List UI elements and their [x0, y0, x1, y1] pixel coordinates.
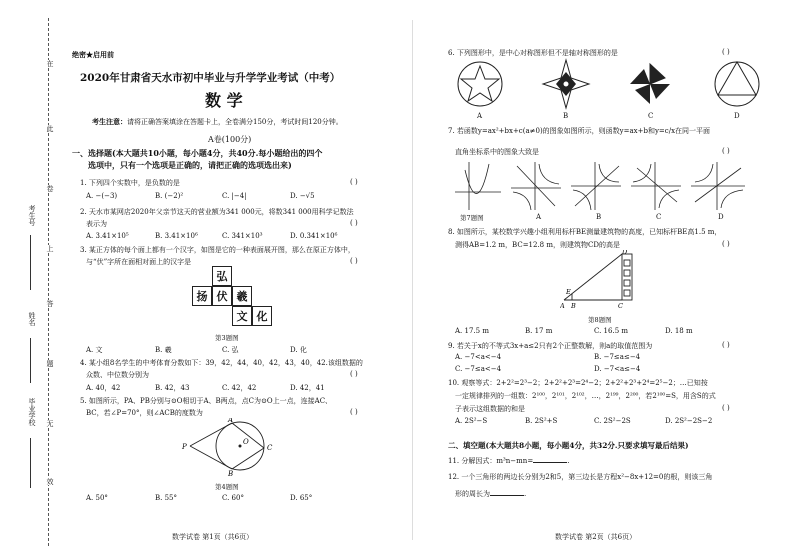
q12-text: 形的周长为	[455, 490, 490, 498]
q7-stem: 7. 若函数y=ax²+bx+c(a≠0)的图象如图所示，则函数y=ax+b和y=c/x在同一平面	[448, 127, 711, 135]
binding-dashed-line	[48, 18, 49, 546]
right-footer: 数学试卷 第2页（共6页）	[555, 533, 637, 541]
q4-paren: ( )	[350, 370, 358, 378]
q5-caption: 第4题图	[215, 483, 239, 491]
name-label: 姓名	[28, 312, 36, 326]
q5-option-c: C. 60°	[222, 494, 244, 502]
q2-option-a: A. 3.41×10⁵	[86, 232, 129, 240]
q5-option-a: A. 50°	[86, 494, 108, 502]
q10-option-d: D. 2S²−2S−2	[665, 417, 713, 425]
part2-title: 二、填空题(本大题共8小题，每小题4分，共32分.只要求填写最后结果)	[448, 441, 689, 450]
q2-stem-2: 表示为	[86, 220, 107, 228]
part1-title-2: 选项中，只有一个选项是正确的，请把正确的选项选出来)	[88, 160, 292, 170]
label-d: D	[622, 250, 628, 256]
notice-label: 考生注意：	[92, 117, 127, 126]
q3-option-a: A. 文	[86, 346, 103, 354]
q1-option-a: A. −(−3)	[86, 192, 118, 200]
q1-paren: ( )	[350, 178, 358, 186]
exam-title: 2020年甘肃省天水市初中毕业与升学学业考试（中考）	[80, 72, 341, 84]
q6-stem: 6. 下列图形中，是中心对称图形但不是轴对称图形的是	[448, 49, 618, 57]
q5-option-b: B. 55°	[155, 494, 178, 502]
q7-letter-a: A	[536, 213, 542, 221]
name-line	[30, 338, 31, 383]
q4-option-b: B. 42，43	[155, 384, 190, 392]
q7-graphs-figure	[455, 160, 775, 212]
q3-option-d: D. 化	[290, 346, 307, 354]
q9-option-b: B. −7≤a≤−4	[594, 353, 641, 361]
q12-stem-2: 形的周长为 .	[455, 490, 527, 498]
q1-option-d: D. −√5	[290, 192, 315, 200]
q4-stem: 4. 某小组8名学生的中考体育分数如下：39，42，44，40，42，43，40，42.该组数据的	[80, 359, 363, 367]
gutter-char: 上	[46, 245, 54, 252]
section-a-title: A卷(100分)	[208, 135, 252, 144]
q6-letter-a: A	[477, 112, 483, 120]
shape-d-triangle-in-circle	[715, 62, 759, 106]
shape-a-star-in-circle	[458, 62, 502, 106]
q10-option-a: A. 2S²−S	[455, 417, 488, 425]
q6-paren: ( )	[722, 48, 730, 56]
q10-stem-2: 一定规律排列的一组数：2¹⁰⁰，2¹⁰¹，2¹⁰²，…，2¹⁹⁹，2²⁰⁰，若2¹⁰⁰=S，用含S的式	[455, 392, 716, 400]
q7-option-a-graph	[511, 162, 561, 210]
q3-stem: 3. 某正方体的每个面上都有一个汉字，如图是它的一种表面展开图，那么在原正方体中，	[80, 246, 355, 254]
q8-paren: ( )	[722, 240, 730, 248]
q8-option-c: C. 16.5 m	[594, 327, 629, 335]
exam-no-label: 考生号	[28, 205, 36, 226]
q2-option-d: D. 0.341×10⁶	[290, 232, 338, 240]
q3-caption: 第3题图	[215, 334, 239, 342]
q2-paren: ( )	[350, 219, 358, 227]
q9-option-c: C. −7≤a<−4	[455, 365, 502, 373]
q6-letter-b: B	[563, 112, 569, 120]
net-cell: 羲	[232, 286, 252, 306]
q10-option-c: C. 2S²−2S	[594, 417, 631, 425]
q11-text: 11. 分解因式：m³n−mn=	[448, 457, 534, 465]
q1-option-b: B. (−2)²	[155, 192, 184, 200]
label-a: A	[228, 418, 234, 424]
label-e: E	[566, 288, 571, 296]
subject-title: 数 学	[205, 91, 243, 110]
q7-caption: 第7题图	[460, 214, 484, 222]
gutter-char: 无	[46, 420, 54, 427]
net-cell: 弘	[212, 266, 232, 286]
q2-stem: 2. 天水市某网店2020年父亲节这天的营业额为341 000元，将数341 000用科学记数法	[80, 208, 354, 216]
q2-option-c: C. 341×10³	[222, 232, 263, 240]
q8-option-a: A. 17.5 m	[455, 327, 489, 335]
q8-stem-2: 测得AB=1.2 m，BC=12.8 m，则建筑物CD的高是	[455, 241, 620, 249]
label-c: C	[267, 444, 273, 452]
q6-shapes-figure	[455, 58, 775, 118]
q12-stem: 12. 一个三角形的两边长分别为2和5，第三边长是方程x²−8x+12=0的根，则该三角	[448, 473, 713, 481]
label-c: C	[618, 302, 623, 310]
center-dot	[239, 445, 242, 448]
gutter-char: 卷	[46, 185, 54, 192]
q7-letter-d: D	[718, 213, 724, 221]
page-divider	[412, 20, 413, 540]
q7-option-b-graph	[571, 162, 621, 210]
gutter-char: 此	[46, 125, 54, 132]
q11-stem: 11. 分解因式：m³n−mn= .	[448, 457, 570, 465]
school-label: 毕业学校	[28, 398, 36, 426]
q8-option-b: B. 17 m	[525, 327, 553, 335]
q2-option-b: B. 3.41×10⁶	[155, 232, 198, 240]
part1-title: 一、选择题(本大题共10小题，每小题4分，共40分.每小题给出的四个	[72, 148, 323, 158]
q7-stem-2: 直角坐标系中的图象大致是	[455, 148, 539, 156]
q3-option-b: B. 羲	[155, 346, 172, 354]
net-cell: 伏	[212, 286, 232, 306]
q10-stem-3: 子表示这组数据的和是	[455, 405, 525, 413]
q12-answer-blank[interactable]	[490, 488, 524, 496]
net-cell: 文	[232, 306, 252, 326]
gutter-char: 在	[46, 60, 54, 67]
q4-option-d: D. 42，41	[290, 384, 325, 392]
q5-option-d: D. 65°	[290, 494, 313, 502]
label-b: B	[228, 470, 234, 476]
net-cell: 化	[252, 306, 272, 326]
q9-stem: 9. 若关于x的不等式3x+a≤2只有2个正整数解，则a的取值范围为	[448, 342, 653, 350]
q9-option-d: D. −7<a≤−4	[594, 365, 641, 373]
q8-option-d: D. 18 m	[665, 327, 693, 335]
label-o: O	[243, 438, 249, 446]
q7-letter-b: B	[596, 213, 602, 221]
q6-letter-c: C	[648, 112, 654, 120]
gutter-char: 效	[46, 478, 54, 485]
gutter-char: 题	[46, 360, 54, 367]
tangent-circle-figure	[176, 418, 286, 476]
q5-stem: 5. 如图所示，PA、PB分别与⊙O相切于A、B两点，点C为⊙O上一点，连接AC、	[80, 397, 333, 405]
q7-option-c-graph	[631, 162, 681, 210]
label-p: P	[182, 443, 187, 451]
notice-text: 请将正确答案填涂在答题卡上，全卷满分150分，考试时间120分钟。	[127, 118, 343, 126]
q8-caption: 第8题图	[588, 316, 612, 324]
label-a: A	[560, 302, 565, 310]
shape-c-pinwheel	[630, 64, 670, 104]
building-cd	[622, 254, 632, 300]
q7-parabola-graph	[455, 162, 501, 210]
q10-stem: 10. 观察等式：2+2²=2³−2；2+2²+2³=2⁴−2；2+2²+2³+2⁴=2⁵−2；…已知按	[448, 379, 708, 387]
q7-paren: ( )	[722, 147, 730, 155]
q1-option-c: C. |−4|	[222, 192, 247, 200]
tangent-pb	[190, 446, 232, 469]
q3-stem-2: 与“伏”字所在面相对面上的汉字是	[86, 258, 192, 266]
school-line	[30, 438, 31, 488]
q10-option-b: B. 2S²+S	[525, 417, 558, 425]
q3-paren: ( )	[350, 257, 358, 265]
q9-paren: ( )	[722, 341, 730, 349]
q5-stem-2: BC，若∠P=70°，则∠ACB的度数为	[86, 409, 203, 417]
q6-letter-d: D	[734, 112, 740, 120]
exam-no-line	[30, 235, 31, 290]
q10-paren: ( )	[722, 404, 730, 412]
q5-paren: ( )	[350, 408, 358, 416]
label-b: B	[571, 302, 576, 310]
net-cell: 扬	[192, 286, 212, 306]
q4-option-c: C. 42，42	[222, 384, 257, 392]
q11-answer-blank[interactable]	[533, 455, 567, 463]
left-footer: 数学试卷 第1页（共6页）	[172, 533, 254, 541]
gutter-char: 答	[46, 300, 54, 307]
notice	[92, 117, 343, 127]
q9-option-a: A. −7<a<−4	[455, 353, 502, 361]
building-height-figure	[560, 250, 640, 312]
chord-bc	[232, 448, 264, 469]
tangent-pa	[190, 423, 232, 446]
q4-stem-2: 众数、中位数分别为	[86, 371, 149, 379]
q3-option-c: C. 弘	[222, 346, 239, 354]
shape-b-compass-star	[543, 60, 589, 108]
q7-option-d-graph	[691, 162, 745, 210]
q4-option-a: A. 40，42	[86, 384, 121, 392]
q7-letter-c: C	[656, 213, 662, 221]
q8-stem: 8. 如图所示，某校数学兴趣小组利用标杆BE测量建筑物的高度，已知标杆BE高1.5 m，	[448, 228, 722, 236]
secret-label: 绝密★启用前	[72, 50, 114, 59]
sight-line	[564, 254, 622, 300]
q1-stem: 1. 下列四个实数中，是负数的是	[80, 179, 180, 187]
